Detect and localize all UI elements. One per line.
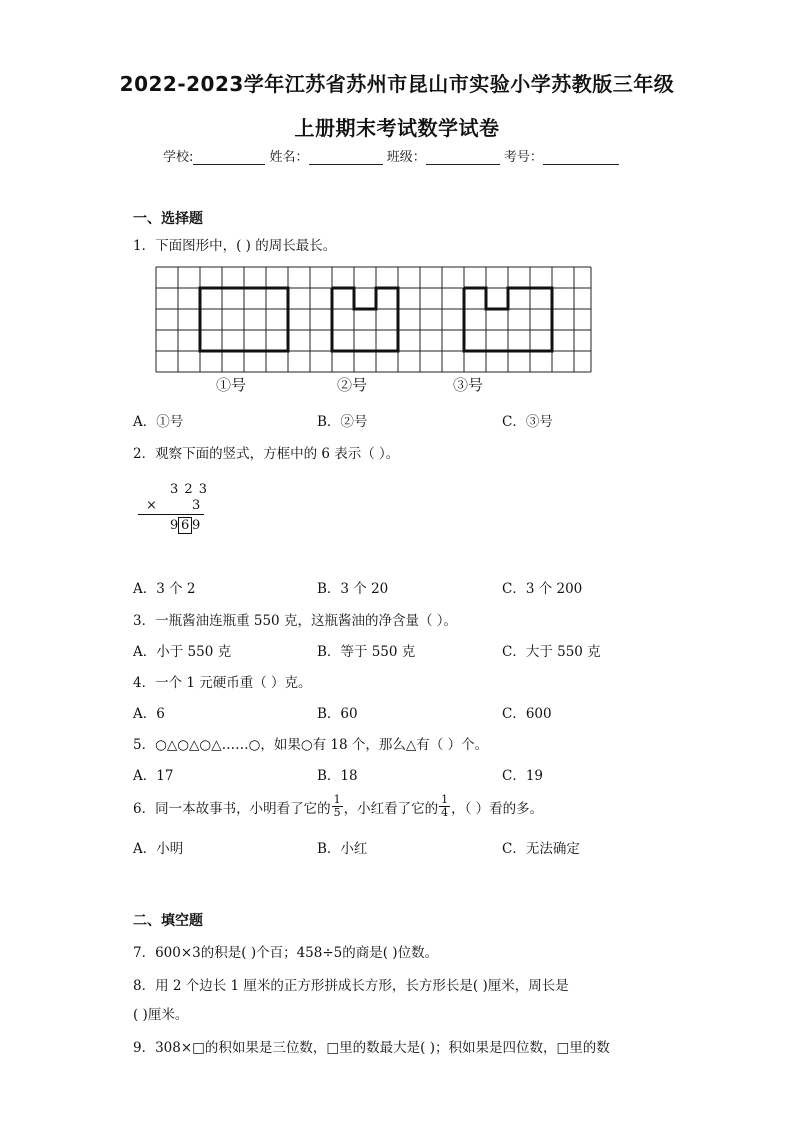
q4-option-a[interactable]: A．6 [133,706,165,722]
figure-label-2: ②号 [337,376,368,394]
q4-option-b[interactable]: B．60 [317,706,358,722]
section-fill-heading: 二、填空题 [133,913,203,929]
question-9: 9．308×□的积如果是三位数，□里的数最大是( )；积如果是四位数，□里的数 [133,1040,610,1056]
school-label: 学校: [163,150,194,165]
fraction-one-quarter: $\frac{1}{4}$ [441,793,449,819]
q3-option-a[interactable]: A．小于 550 克 [133,644,232,660]
q5-option-a[interactable]: A．17 [133,768,174,784]
question-1: 1．下面图形中，( ) 的周长最长。 [133,238,337,254]
product-line [138,514,204,515]
student-info-row [163,146,619,165]
q2-option-b[interactable]: B．3 个 20 [317,581,389,597]
title-line-1: 2022-2023学年江苏省苏州市昆山市实验小学苏教版三年级 [119,72,675,96]
name-label: 姓名： [269,150,309,165]
grid-figure [155,266,592,374]
question-2: 2．观察下面的竖式，方框中的 6 表示（ ）。 [133,446,400,462]
class-label: 班级： [386,150,426,165]
product-digit-hundreds: 9 [170,518,179,533]
q4-option-c[interactable]: C．600 [502,706,552,722]
product-digit-ones: 9 [192,518,201,533]
figure-label-1: ①号 [216,376,247,394]
question-5: 5．○△○△○△……○，如果○有 18 个，那么△有（ ）个。 [133,737,489,753]
name-blank[interactable] [309,152,383,165]
multiplier: 3 [192,498,201,513]
school-blank[interactable] [193,152,265,165]
q6-option-c[interactable]: C．无法确定 [502,841,580,857]
class-blank[interactable] [426,152,500,165]
question-6 [133,794,543,819]
q6-option-a[interactable]: A．小明 [133,841,184,857]
q6-option-b[interactable]: B．小红 [317,841,368,857]
q6-text-mid: ，小红看了它的 [343,800,439,817]
question-7: 7．600×3的积是( )个百；458÷5的商是( )位数。 [133,945,439,961]
q5-option-c[interactable]: C．19 [502,768,544,784]
title-line-2: 上册期末考试数学试卷 [294,116,500,140]
q1-option-a[interactable]: A．①号 [133,414,184,430]
q6-text-post: ，（ ）看的多。 [451,800,544,817]
question-4: 4．一个 1 元硬币重（ ）克。 [133,675,312,691]
shape-2 [332,288,398,351]
q2-option-c[interactable]: C．3 个 200 [502,581,583,597]
exam-no-blank[interactable] [543,152,619,165]
question-3: 3．一瓶酱油连瓶重 550 克，这瓶酱油的净含量（ ）。 [133,613,457,629]
fraction-one-fifth: $\frac{1}{5}$ [333,793,341,819]
question-8-line-1: 8．用 2 个边长 1 厘米的正方形拼成长方形，长方形长是( )厘米，周长是 [133,978,569,994]
q5-option-b[interactable]: B．18 [317,768,358,784]
product-digit-boxed: 6 [178,517,192,534]
q6-text-pre: 6．同一本故事书，小明看了它的 [133,800,331,817]
figure-label-3: ③号 [453,376,484,394]
section-choice-heading: 一、选择题 [133,211,203,227]
multiplicand: 3 2 3 [170,482,209,497]
times-sign: × [146,498,157,513]
q1-option-b[interactable]: B．②号 [317,414,368,430]
q2-option-a[interactable]: A．3 个 2 [133,581,196,597]
question-8-line-2: ( )厘米。 [133,1007,189,1023]
q3-option-b[interactable]: B．等于 550 克 [317,644,416,660]
exam-no-label: 考号： [503,150,543,165]
q1-option-c[interactable]: C．③号 [502,414,553,430]
q3-option-c[interactable]: C．大于 550 克 [502,644,601,660]
